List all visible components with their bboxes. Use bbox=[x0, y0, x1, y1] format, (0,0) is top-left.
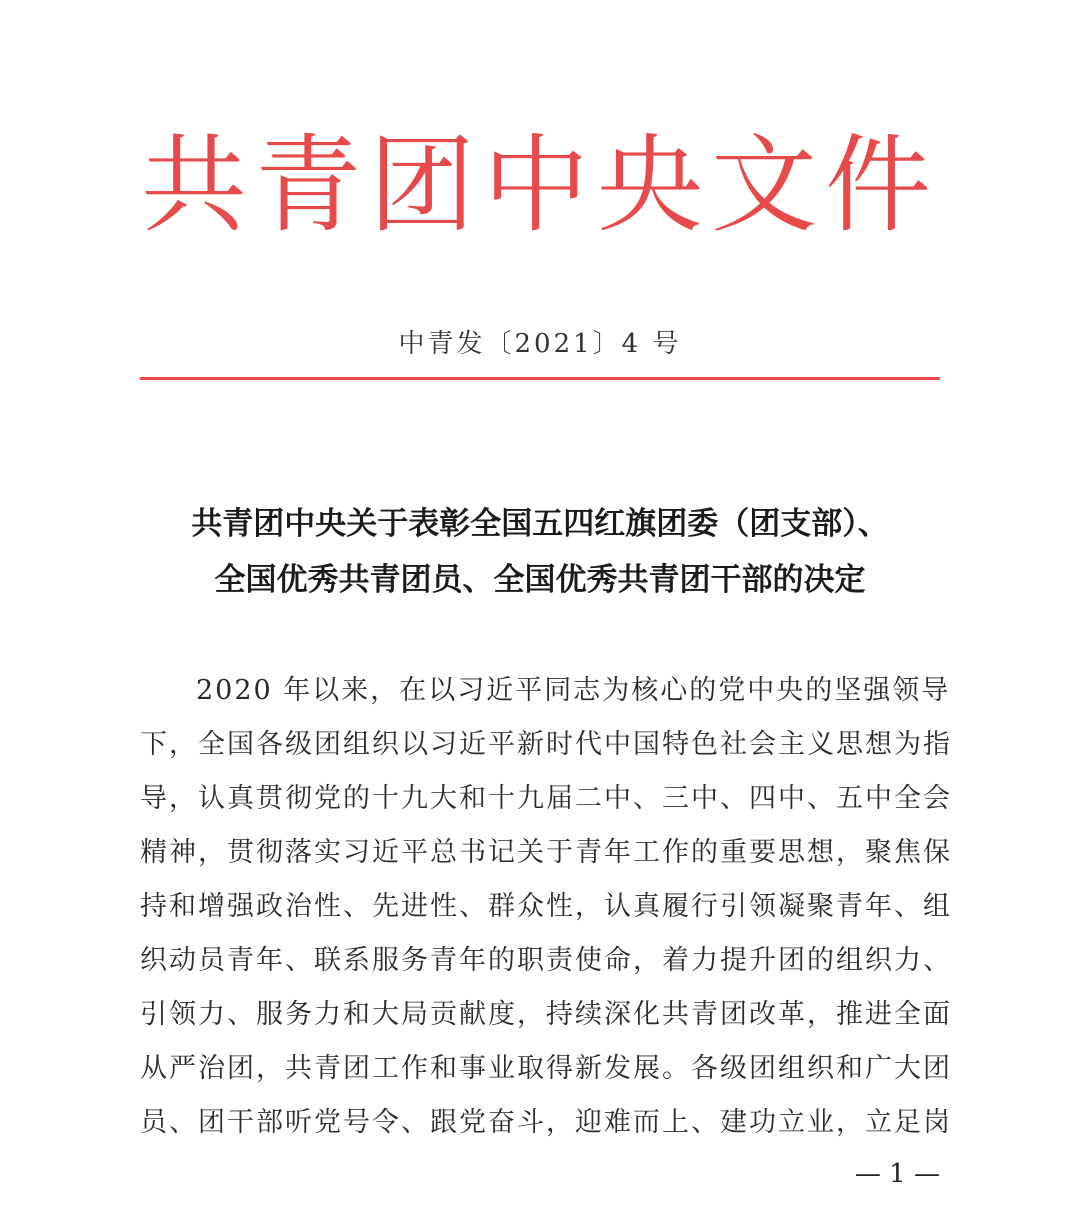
document-title bbox=[140, 496, 940, 608]
body-line: 导，认真贯彻党的十九大和十九届二中、三中、四中、五中全会 bbox=[140, 783, 952, 814]
body-line: 下，全国各级团组织以习近平新时代中国特色社会主义思想为指 bbox=[140, 729, 952, 760]
document-number: 中青发〔2021〕4 号 bbox=[398, 329, 682, 359]
masthead-title: 共青团中央文件 bbox=[141, 124, 939, 247]
body-line: 引领力、服务力和大局贡献度，持续深化共青团改革，推进全面 bbox=[140, 999, 952, 1030]
body-line: 精神，贯彻落实习近平总书记关于青年工作的重要思想，聚焦保 bbox=[140, 837, 952, 868]
body-paragraph bbox=[140, 664, 952, 1150]
red-separator-line bbox=[140, 377, 940, 380]
page-number: — 1 — bbox=[854, 1159, 940, 1189]
body-line: 从严治团，共青团工作和事业取得新发展。各级团组织和广大团 bbox=[140, 1053, 952, 1084]
body-line: 2020 年以来，在以习近平同志为核心的党中央的坚强领导 bbox=[196, 675, 951, 706]
body-line: 员、团干部听党号令、跟党奋斗，迎难而上、建功立业，立足岗 bbox=[140, 1107, 952, 1138]
title-line: 共青团中央关于表彰全国五四红旗团委（团支部）、 bbox=[191, 506, 889, 542]
title-line: 全国优秀共青团员、全国优秀共青团干部的决定 bbox=[214, 562, 866, 598]
body-line: 持和增强政治性、先进性、群众性，认真履行引领凝聚青年、组 bbox=[140, 891, 952, 922]
body-line: 织动员青年、联系服务青年的职责使命，着力提升团的组织力、 bbox=[140, 945, 952, 976]
